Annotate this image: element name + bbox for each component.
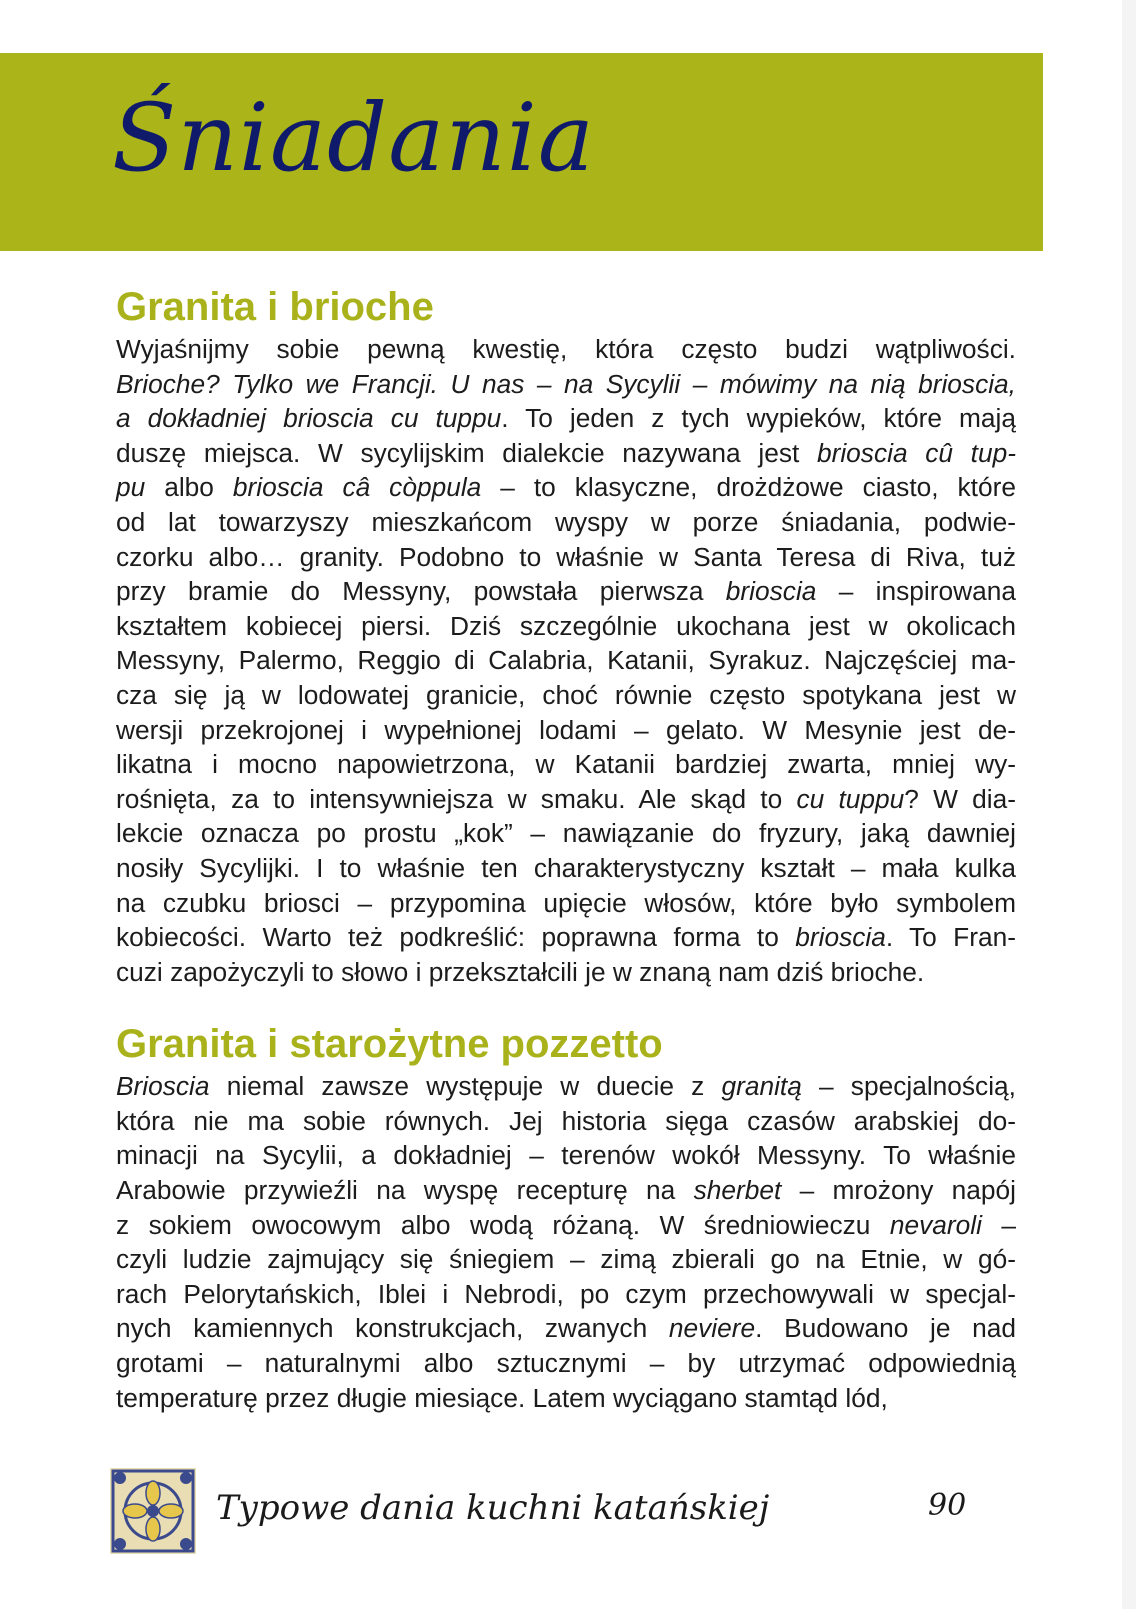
text-line	[116, 920, 1016, 955]
text-line	[116, 643, 1016, 678]
text-run: przy bramie do Messyny, powstała pierwsza	[116, 576, 726, 607]
text-line	[116, 1069, 1016, 1104]
text-line	[116, 1208, 1016, 1243]
text-run: duszę miejsca. W sycylijskim dialekcie nazywana jest	[116, 437, 817, 468]
italic-term: a dokładniej brioscia cu tuppu	[116, 403, 502, 434]
text-run: kobiecości. Warto też podkreślić: poprawna forma to	[116, 922, 796, 953]
italic-term: brioscia	[795, 922, 886, 953]
text-line	[116, 401, 1016, 436]
text-line	[116, 782, 1016, 817]
text-line	[116, 713, 1016, 748]
page-gutter	[1122, 0, 1136, 1609]
text-run: która nie ma sobie równych. Jej historia sięga czasów arabskiej do-	[116, 1105, 1016, 1136]
text-line	[116, 470, 1016, 505]
text-run: grotami – naturalnymi albo sztucznymi – by utrzymać odpowiednią	[116, 1348, 1016, 1379]
text-run: – specjalnością,	[801, 1071, 1016, 1102]
text-run: –	[981, 1209, 1016, 1240]
italic-term: pu	[116, 472, 146, 503]
text-run: Wyjaśnijmy sobie pewną kwestię, która często budzi wątpliwości.	[116, 334, 1016, 364]
italic-term: sherbet	[693, 1175, 782, 1206]
chapter-banner	[0, 53, 1043, 251]
text-line	[116, 816, 1016, 851]
section-heading-pozzetto: Granita i starożytne pozzetto	[116, 1022, 663, 1067]
text-run: kształtem kobiecej piersi. Dziś szczególnie ukochana jest w okolicach	[116, 610, 1016, 641]
text-run: . To jeden z tych wypieków, które mają	[501, 403, 1016, 434]
text-run: temperaturę przez długie miesiące. Latem wyciągano stamtąd lód,	[116, 1382, 888, 1413]
text-line	[116, 540, 1016, 575]
text-run: albo	[145, 472, 233, 503]
page-number: 90	[928, 1488, 967, 1523]
italic-term: Brioche? Tylko we Francji. U nas – na Sycylii – mówimy na nią brioscia,	[116, 368, 1016, 399]
text-run: od lat towarzyszy mieszkańcom wyspy w porze śniadania, podwie-	[116, 506, 1016, 537]
text-run: na czubku briosci – przypomina upięcie włosów, które było symbolem	[116, 887, 1016, 918]
text-run: ? W dia-	[904, 783, 1016, 814]
text-line	[116, 1311, 1016, 1346]
section-heading-brioche: Granita i brioche	[116, 285, 434, 329]
text-run: z sokiem owocowym albo wodą różaną. W średniowieczu	[116, 1209, 890, 1240]
text-line	[116, 436, 1016, 471]
text-line	[116, 609, 1016, 644]
text-line	[116, 367, 1016, 402]
text-run: nych kamiennych konstrukcjach, zwanych	[116, 1313, 669, 1344]
italic-term: cu tuppu	[796, 783, 905, 814]
text-line	[116, 1104, 1016, 1139]
text-line	[116, 1138, 1016, 1173]
text-line	[116, 1381, 1016, 1416]
text-run: Messyny, Palermo, Reggio di Calabria, Katanii, Syrakuz. Najczęściej ma-	[116, 645, 1016, 676]
text-run: czorku albo… granity. Podobno to właśnie w Santa Teresa di Riva, tuż	[116, 541, 1016, 572]
italic-term: brioscia	[725, 576, 817, 607]
italic-term: granitą	[721, 1071, 802, 1102]
text-run: rach Pelorytańskich, Iblei i Nebrodi, po czym przechowywali w specjal-	[116, 1278, 1016, 1309]
text-run: Arabowie przywieźli na wyspę recepturę na	[116, 1175, 694, 1206]
text-run: lekcie oznacza po prostu „kok” – nawiązanie do fryzury, jaką dawniej	[116, 818, 1016, 849]
text-line	[116, 1173, 1016, 1208]
text-line	[116, 955, 1016, 990]
text-run: rośnięta, za to intensywniejsza w smaku. Ale skąd to	[116, 783, 797, 814]
section-paragraph-brioche	[116, 332, 1016, 989]
text-line	[116, 1277, 1016, 1312]
text-run: cza się ją w lodowatej granicie, choć równie często spotykana jest w	[116, 679, 1016, 710]
text-run: . To Fran-	[885, 922, 1017, 953]
footer-book-title: Typowe dania kuchni katańskiej	[216, 1488, 770, 1528]
section-paragraph-pozzetto	[116, 1069, 1016, 1415]
text-line	[116, 747, 1016, 782]
chapter-title: Śniadania	[112, 84, 595, 193]
text-run: – to klasyczne, drożdżowe ciasto, które	[481, 472, 1016, 503]
italic-term: brioscia câ còppula	[232, 472, 482, 503]
text-line	[116, 678, 1016, 713]
text-run: nosiły Sycylijki. I to właśnie ten charakterystyczny kształt – mała kulka	[116, 852, 1016, 883]
page-content	[116, 282, 1016, 1415]
italic-term: Brioscia	[116, 1071, 210, 1102]
text-line	[116, 574, 1016, 609]
text-run: cuzi zapożyczyli to słowo i przekształcili je w znaną nam dziś brioche.	[116, 956, 925, 987]
text-line	[116, 332, 1016, 367]
text-run: wersji przekrojonej i wypełnionej lodami – gelato. W Mesynie jest de-	[116, 714, 1016, 745]
text-line	[116, 851, 1016, 886]
text-line	[116, 1242, 1016, 1277]
italic-term: brioscia cû tup-	[816, 437, 1016, 468]
italic-term: nevaroli	[889, 1209, 982, 1240]
text-run: likatna i mocno napowietrzona, w Katanii bardziej zwarta, mniej wy-	[116, 749, 1016, 780]
decorative-tile-icon	[110, 1468, 196, 1554]
text-run: minacji na Sycylii, a dokładniej – terenów wokół Messyny. To właśnie	[116, 1140, 1016, 1171]
text-line	[116, 886, 1016, 921]
text-run: – inspirowana	[816, 576, 1016, 607]
text-run: czyli ludzie zajmujący się śniegiem – zimą zbierali go na Etnie, w gó-	[116, 1244, 1016, 1275]
text-run: niemal zawsze występuje w duecie z	[209, 1071, 722, 1102]
text-run: . Budowano je nad	[755, 1313, 1016, 1344]
page-footer	[110, 1468, 1010, 1568]
text-run: – mrożony napój	[781, 1175, 1016, 1206]
text-line	[116, 505, 1016, 540]
italic-term: neviere	[668, 1313, 756, 1344]
text-line	[116, 1346, 1016, 1381]
